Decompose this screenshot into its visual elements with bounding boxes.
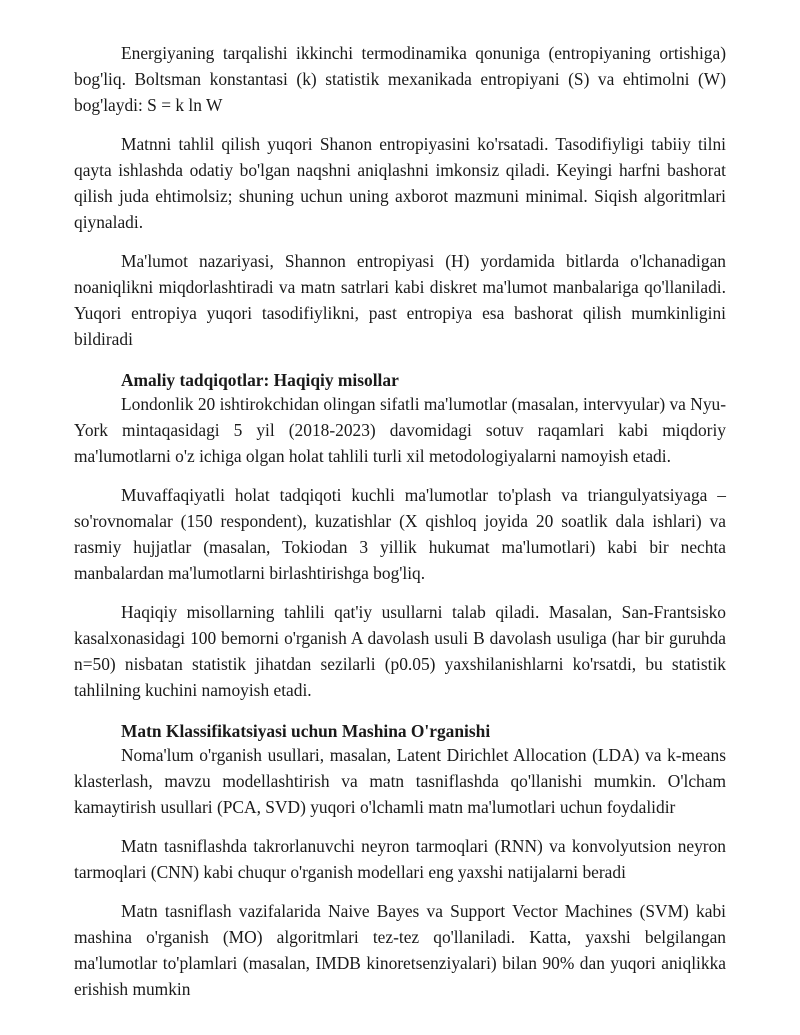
paragraph-deep-learning: Matn tasniflashda takrorlanuvchi neyron tarmoqlari (RNN) va konvolyutsion neyron tarmoqlari (CNN) kabi chuqur o'rganish modellari eng yaxshi natijalarni beradi	[74, 836, 726, 882]
section-heading-case-studies: Amaliy tadqiqotlar: Haqiqiy misollar	[121, 370, 399, 390]
paragraph-text-entropy: Matnni tahlil qilish yuqori Shanon entropiyasini ko'rsatadi. Tasodifiyligi tabiiy tilni qayta ishlashda odatiy bo'lgan naqshni aniqlashni imkonsiz qiladi. Keyingi harfni bashorat qilish juda ehtimolsiz; shuning uchun uning axborot mazmuni minimal. Siqish algoritmlari qiynaladi.	[74, 134, 726, 232]
paragraph-information-theory: Ma'lumot nazariyasi, Shannon entropiyasi (H) yordamida bitlarda o'lchanadigan noaniqlikni miqdorlashtiradi va matn satrlari kabi diskret ma'lumot manbalariga qo'llaniladi. Yuqori entropiya yuqori tasodifiylikni, past entropiya esa bashorat qilish mumkinligini bildiradi	[74, 251, 726, 349]
paragraph-unsupervised-methods: Noma'lum o'rganish usullari, masalan, Latent Dirichlet Allocation (LDA) va k-means klasterlash, mavzu modellashtirish va matn tasniflashda qo'llanishi mumkin. O'lcham kamaytirish usullari (PCA, SVD) yuqori o'lchamli matn ma'lumotlari uchun foydalidir	[74, 745, 726, 817]
paragraph-thermodynamics: Energiyaning tarqalishi ikkinchi termodinamika qonuniga (entropiyaning ortishiga) bog'liq. Boltsman konstantasi (k) statistik mexanikada entropiyani (S) va ehtimolni (W) bog'laydi: S = k ln W	[74, 43, 726, 115]
document-page	[74, 40, 726, 1002]
paragraph-case-analysis: Londonlik 20 ishtirokchidan olingan sifatli ma'lumotlar (masalan, intervyular) va Nyu-York mintaqasidagi 5 yil (2018-2023) davomidagi sotuv raqamlari kabi miqdoriy ma'lumotlarni o'z ichiga olgan holat tahlili turli xil metodologiyalarni namoyish etadi.	[74, 394, 726, 466]
section-heading-ml-classification: Matn Klassifikatsiyasi uchun Mashina O'rganishi	[121, 721, 491, 741]
paragraph-rigorous-methods: Haqiqiy misollarning tahlili qat'iy usullarni talab qiladi. Masalan, San-Frantsisko kasalxonasidagi 100 bemorni o'rganish A davolash usuli B davolash usuliga (har bir guruhda n=50) nisbatan statistik jihatdan sezilarli (p0.05) yaxshilanishlarni ko'rsatdi, bu statistik tahlilning kuchini namoyish etadi.	[74, 602, 726, 700]
paragraph-triangulation: Muvaffaqiyatli holat tadqiqoti kuchli ma'lumotlar to'plash va triangulyatsiyaga – so'rovnomalar (150 respondent), kuzatishlar (X qishloq joyida 20 soatlik dala ishlari) va rasmiy hujjatlar (masalan, Tokiodan 3 yillik hukumat ma'lumotlari) kabi bir nechta manbalardan ma'lumotlarni birlashtirishga bog'liq.	[74, 485, 726, 583]
paragraph-ml-algorithms: Matn tasniflash vazifalarida Naive Bayes va Support Vector Machines (SVM) kabi mashina o'rganish (MO) algoritmlari tez-tez qo'llaniladi. Katta, yaxshi belgilangan ma'lumotlar to'plamlari (masalan, IMDB kinoretsenziyalari) bilan 90% dan yuqori aniqlikka erishish mumkin	[74, 901, 726, 999]
